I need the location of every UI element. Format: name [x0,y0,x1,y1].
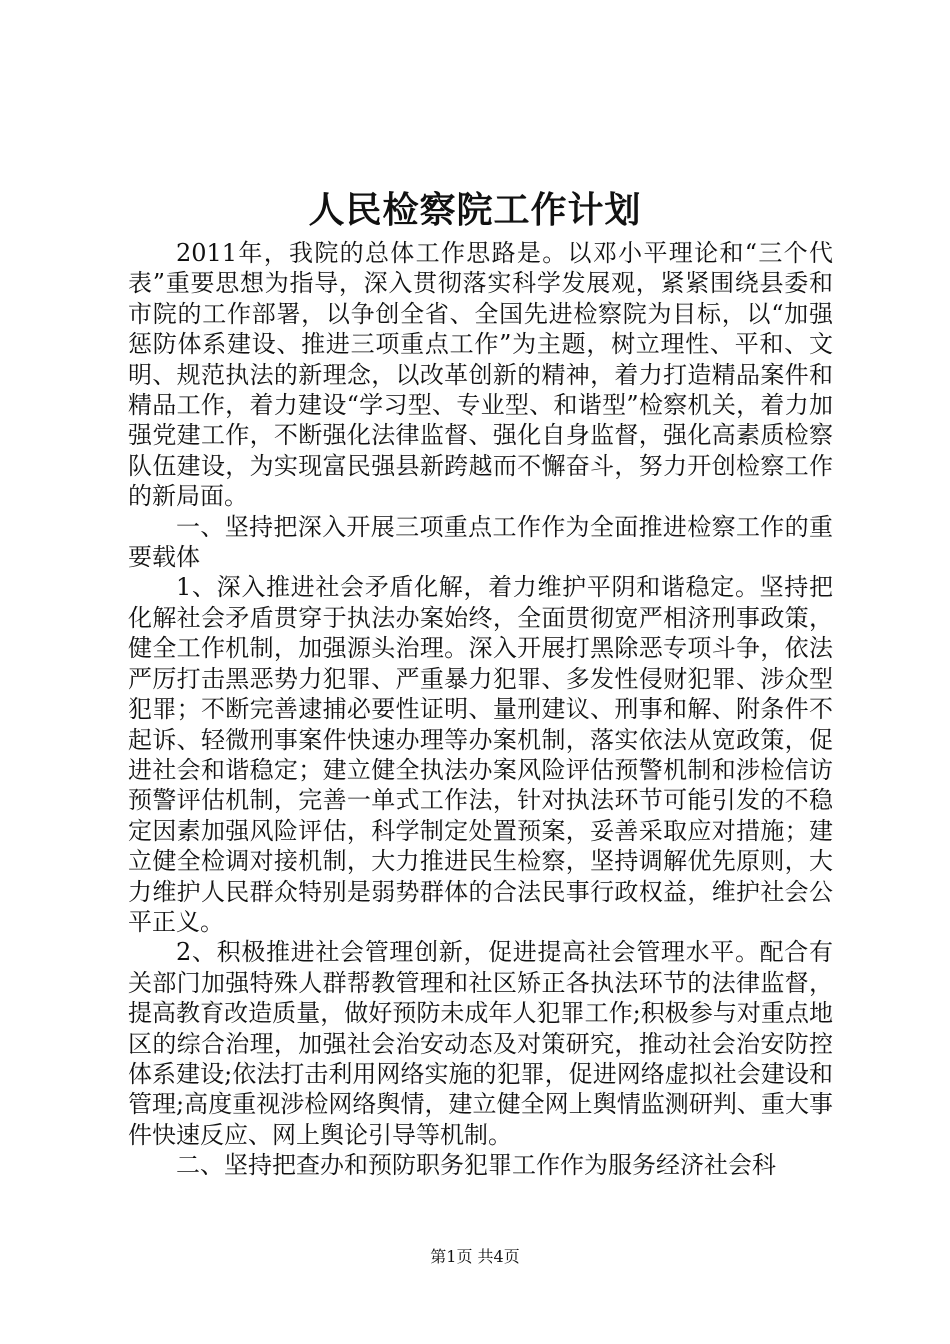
document-body [128,238,833,1181]
paragraph-item-2: 2、积极推进社会管理创新，促进提高社会管理水平。配合有关部门加强特殊人群帮教管理和社区矫正各执法环节的法律监督，提高教育改造质量，做好预防未成年人犯罪工作;积极参与对重点地区的综合治理，加强社会治安动态及对策研究，推动社会治安防控体系建设;依法打击利用网络实施的犯罪，促进网络虚拟社会建设和管理;高度重视涉检网络舆情，建立健全网上舆情监测研判、重大事件快速反应、网上舆论引导等机制。 [128,938,833,1149]
page-number-footer: 第1页 共4页 [430,1247,520,1266]
document-title: 人民检察院工作计划 [308,189,642,231]
section-heading-one: 一、坚持把深入开展三项重点工作作为全面推进检察工作的重要载体 [128,512,833,572]
paragraph-item-1: 1、深入推进社会矛盾化解，着力维护平阴和谐稳定。坚持把化解社会矛盾贯穿于执法办案始终，全面贯彻宽严相济刑事政策，健全工作机制，加强源头治理。深入开展打黑除恶专项斗争，依法严厉打击黑恶势力犯罪、严重暴力犯罪、多发性侵财犯罪、涉众型犯罪；不断完善逮捕必要性证明、量刑建议、刑事和解、附条件不起诉、轻微刑事案件快速办理等办案机制，落实依法从宽政策，促进社会和谐稳定；建立健全执法办案风险评估预警机制和涉检信访预警评估机制，完善一单式工作法，针对执法环节可能引发的不稳定因素加强风险评估，科学制定处置预案，妥善采取应对措施；建立健全检调对接机制，大力推进民生检察，坚持调解优先原则，大力维护人民群众特别是弱势群体的合法民事行政权益，维护社会公平正义。 [128,573,833,936]
section-heading-two: 二、坚持把查办和预防职务犯罪工作作为服务经济社会科 [176,1151,776,1180]
paragraph-overview: 2011年，我院的总体工作思路是。以邓小平理论和“三个代表”重要思想为指导，深入贯彻落实科学发展观，紧紧围绕县委和市院的工作部署，以争创全省、全国先进检察院为目标，以“加强惩防体系建设、推进三项重点工作”为主题，树立理性、平和、文明、规范执法的新理念，以改革创新的精神，着力打造精品案件和精品工作，着力建设“学习型、专业型、和谐型”检察机关，着力加强党建工作，不断强化法律监督、强化自身监督，强化高素质检察队伍建设，为实现富民强县新跨越而不懈奋斗，努力开创检察工作的新局面。 [128,239,833,511]
